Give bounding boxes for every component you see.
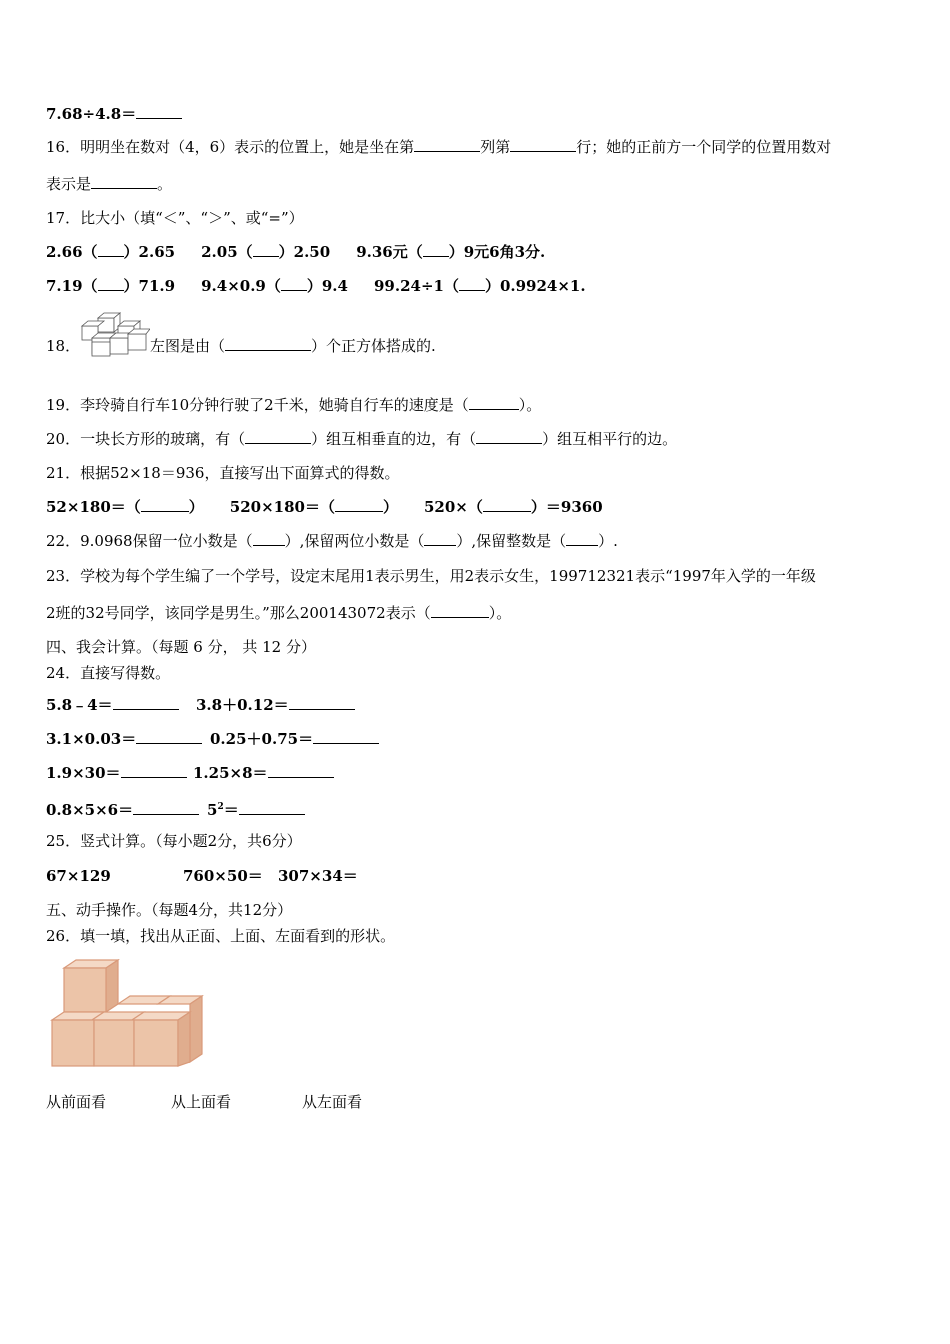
cubes-figure-large	[48, 958, 206, 1070]
answer-blank[interactable]	[459, 276, 485, 291]
answer-blank[interactable]	[141, 497, 189, 512]
q20: 20．一块长方形的玻璃，有（ ）组互相垂直的边，有（ ）组互相平行的边。	[46, 430, 678, 448]
view-left-label: 从左面看	[302, 1093, 363, 1111]
q18-number: 18．	[46, 337, 81, 355]
answer-blank[interactable]	[566, 531, 598, 546]
answer-blank[interactable]	[253, 242, 279, 257]
q17-row-1: 2.66（ ）2.65 2.05（ ）2.50 9.36元（ ）9元6角3分.	[46, 243, 546, 261]
q25-title: 25．竖式计算。（每小题2分，共6分）	[46, 832, 302, 850]
answer-blank[interactable]	[239, 800, 305, 815]
answer-blank[interactable]	[98, 276, 124, 291]
section-4-heading: 四、我会计算。（每题 6 分， 共 12 分）	[46, 638, 316, 656]
answer-blank[interactable]	[414, 137, 480, 152]
answer-blank[interactable]	[483, 497, 531, 512]
answer-blank[interactable]	[335, 497, 383, 512]
q26-title: 26．填一填，找出从正面、上面、左面看到的形状。	[46, 927, 396, 945]
q19: 19．李玲骑自行车10分钟行驶了2千米，她骑自行车的速度是（ ）。	[46, 396, 542, 414]
q24-row-1: 5.8﹣4＝ 3.8＋0.12＝	[46, 695, 355, 715]
answer-blank[interactable]	[136, 729, 202, 744]
view-front-label: 从前面看	[46, 1093, 107, 1111]
answer-blank[interactable]	[313, 729, 379, 744]
answer-blank[interactable]	[91, 174, 157, 189]
q23-line-2: 2班的32号同学，该同学是男生。”那么200143072表示（ ）。	[46, 604, 512, 622]
answer-blank[interactable]	[289, 695, 355, 710]
q17-title: 17．比大小（填“＜”、“＞”、或“=”）	[46, 209, 304, 227]
answer-blank[interactable]	[281, 276, 307, 291]
answer-blank[interactable]	[423, 242, 449, 257]
q17-row-2: 7.19（ ）71.9 9.4×0.9（ ）9.4 99.24÷1（ ）0.9924×1.	[46, 277, 586, 295]
answer-blank[interactable]	[121, 763, 187, 778]
answer-blank[interactable]	[253, 531, 285, 546]
answer-blank[interactable]	[133, 800, 199, 815]
answer-blank[interactable]	[469, 395, 519, 410]
answer-blank[interactable]	[476, 429, 542, 444]
answer-blank[interactable]	[98, 242, 124, 257]
q24-title: 24．直接写得数。	[46, 664, 171, 682]
q23-line-1: 23．学校为每个学生编了一个学号，设定末尾用1表示男生，用2表示女生，199712321表示“1997年入学的一年级	[46, 567, 816, 585]
view-top-label: 从上面看	[171, 1093, 232, 1111]
answer-blank[interactable]	[245, 429, 311, 444]
answer-blank[interactable]	[424, 531, 456, 546]
q24-row-3: 1.9×30＝ 1.25×8＝	[46, 763, 334, 783]
q16-line-2: 表示是 。	[46, 175, 173, 193]
answer-blank[interactable]	[431, 603, 489, 618]
answer-blank[interactable]	[268, 763, 334, 778]
answer-blank[interactable]	[510, 137, 576, 152]
q21-items: 52×180＝（ ） 520×180＝（ ） 520×（ ）＝9360	[46, 498, 603, 516]
q21-title: 21．根据52×18＝936，直接写出下面算式的得数。	[46, 464, 400, 482]
q15-expression: 7.68÷4.8＝	[46, 104, 182, 124]
section-5-heading: 五、动手操作。（每题4分，共12分）	[46, 901, 293, 919]
q18-text: 左图是由（ ）个正方体搭成的.	[150, 337, 436, 355]
cubes-figure-small	[78, 312, 150, 358]
q22: 22．9.0968保留一位小数是（ ）,保留两位小数是（ ）,保留整数是（ ）.	[46, 532, 618, 550]
answer-blank[interactable]	[136, 104, 182, 119]
q24-row-4: $0.8\times 5\times 6= 5^2=$	[46, 797, 305, 820]
q16-line-1: 16．明明坐在数对（4，6）表示的位置上，她是坐在第 列第 行；她的正前方一个同学的位置用数对	[46, 138, 832, 156]
answer-blank[interactable]	[113, 695, 179, 710]
q24-row-2: 3.1×0.03＝ 0.25＋0.75＝	[46, 729, 379, 749]
answer-blank[interactable]	[225, 336, 311, 351]
q25-items: 67×129 760×50＝ 307×34＝	[46, 867, 358, 885]
